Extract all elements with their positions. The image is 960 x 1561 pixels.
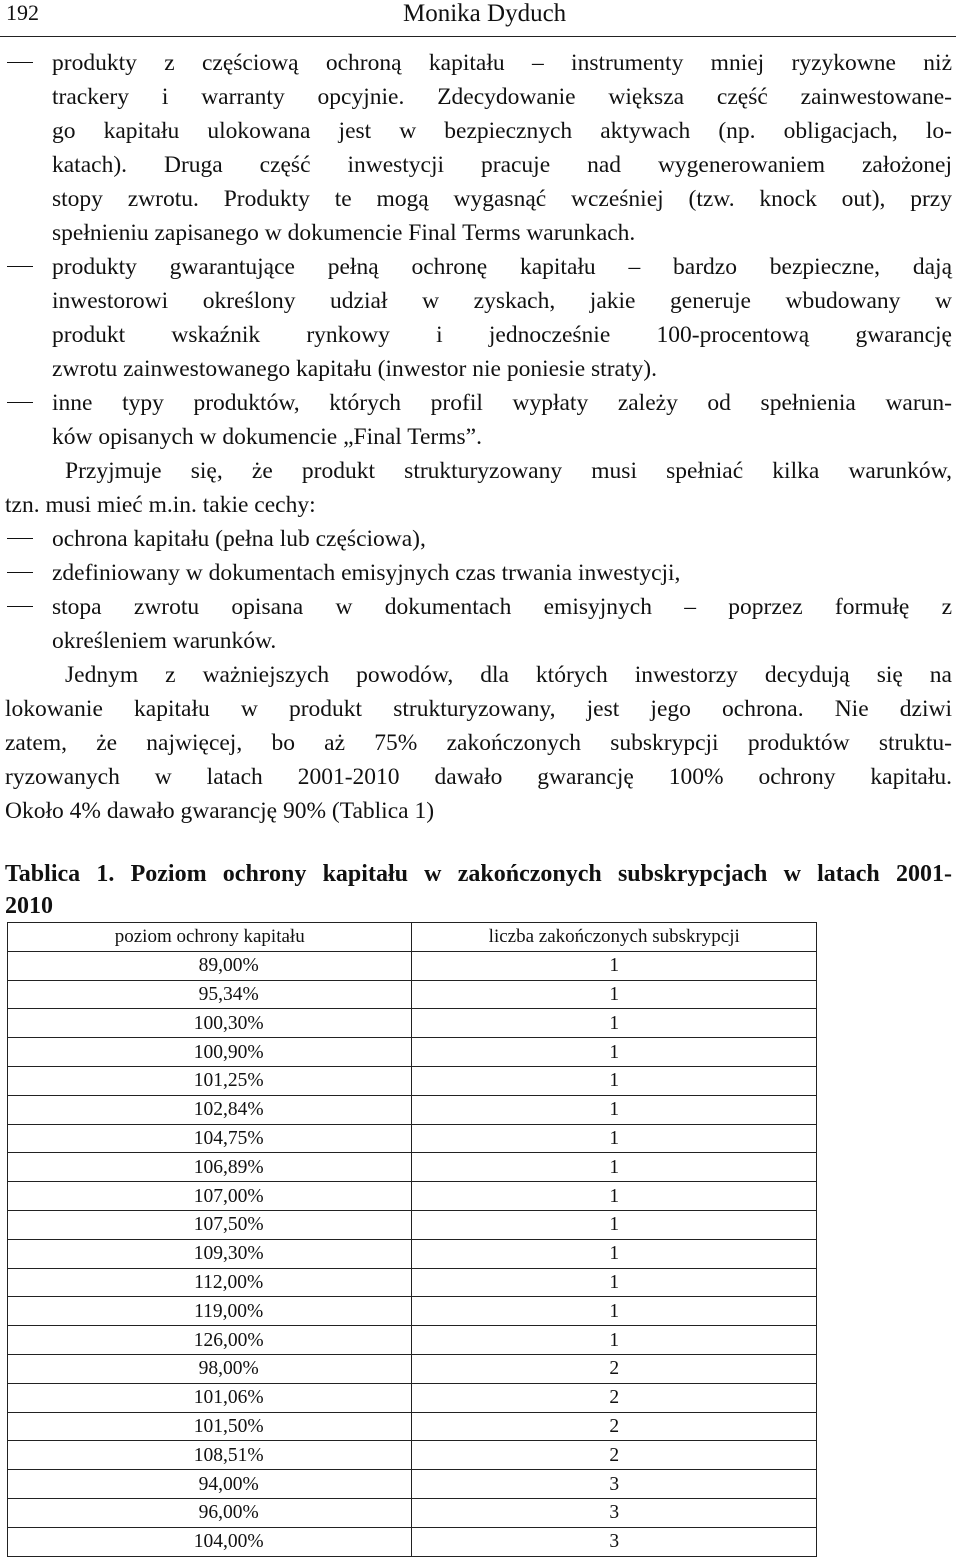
text-line (5, 658, 952, 692)
list-dash-marker (7, 266, 33, 267)
list-item-line (5, 250, 952, 284)
text-line (5, 114, 952, 148)
cell-protection-level: 112,00% (8, 1268, 412, 1297)
cell-subscription-count: 3 (412, 1498, 817, 1527)
cell-subscription-count: 1 (412, 1268, 817, 1297)
table-row (8, 1354, 817, 1383)
cell-protection-level: 119,00% (8, 1297, 412, 1326)
text-line (5, 148, 952, 182)
text-line-content: Przyjmuje się, że produkt strukturyzowany musi spełniać kilka warunków, (65, 458, 952, 484)
text-line-content: produkty z częściową ochroną kapitału – instrumenty mniej ryzykowne niż (52, 50, 952, 76)
text-line (5, 488, 952, 522)
cell-subscription-count: 1 (412, 1210, 817, 1239)
text-line (5, 318, 952, 352)
text-line-content: produkty gwarantujące pełną ochronę kapitału – bardzo bezpieczne, dają (52, 254, 952, 280)
text-line (5, 624, 952, 658)
text-line-content: katach). Druga część inwestycji pracuje nad wygenerowaniem założonej (52, 152, 952, 178)
text-line-content: produkt wskaźnik rynkowy i jednocześnie 100-procentową gwarancję (52, 322, 952, 348)
text-line-content: trackery i warranty opcyjnie. Zdecydowanie większa część zainwestowane- (52, 84, 952, 110)
text-line-content: zatem, że najwięcej, bo aż 75% zakończonych subskrypcji produktów struktu- (5, 730, 952, 756)
text-line (5, 760, 952, 794)
cell-protection-level: 104,00% (8, 1527, 412, 1556)
running-head-author: Monika Dyduch (403, 0, 567, 27)
text-line-content: ków opisanych w dokumencie „Final Terms”. (52, 424, 482, 450)
cell-protection-level: 94,00% (8, 1470, 412, 1499)
text-line (5, 182, 952, 216)
cell-protection-level: 104,75% (8, 1124, 412, 1153)
table-row (8, 980, 817, 1009)
cell-protection-level: 109,30% (8, 1239, 412, 1268)
list-dash-marker (7, 62, 33, 63)
text-line-content: spełnieniu zapisanego w dokumencie Final Terms warunkach. (52, 220, 636, 246)
table-caption (5, 858, 952, 922)
cell-subscription-count: 1 (412, 1182, 817, 1211)
cell-protection-level: 101,25% (8, 1066, 412, 1095)
table-row (8, 1498, 817, 1527)
cell-subscription-count: 1 (412, 1124, 817, 1153)
text-line (5, 284, 952, 318)
cell-subscription-count: 2 (412, 1383, 817, 1412)
cell-subscription-count: 1 (412, 1326, 817, 1355)
list-item-line (5, 590, 952, 624)
cell-protection-level: 101,06% (8, 1383, 412, 1412)
text-line-content: Jednym z ważniejszych powodów, dla których inwestorzy decydują się na (65, 662, 952, 688)
table-row (8, 1124, 817, 1153)
table-row (8, 1268, 817, 1297)
text-line (5, 726, 952, 760)
cell-subscription-count: 3 (412, 1470, 817, 1499)
table-row (8, 1066, 817, 1095)
list-item-line (5, 556, 952, 590)
list-dash-marker (7, 402, 33, 403)
column-header-subscription-count: liczba zakończonych subskrypcji (412, 923, 817, 952)
cell-protection-level: 98,00% (8, 1354, 412, 1383)
header-rule (0, 36, 956, 37)
table-row (8, 1095, 817, 1124)
text-line (5, 216, 952, 250)
cell-protection-level: 100,30% (8, 1009, 412, 1038)
cell-protection-level: 106,89% (8, 1153, 412, 1182)
text-line-content: ryzowanych w latach 2001-2010 dawało gwarancję 100% ochrony kapitału. (5, 764, 952, 790)
list-item-line (5, 46, 952, 80)
cell-subscription-count: 1 (412, 1239, 817, 1268)
text-line (5, 692, 952, 726)
table-row (8, 1441, 817, 1470)
table-row (8, 1412, 817, 1441)
cell-protection-level: 96,00% (8, 1498, 412, 1527)
table-caption-line: 2010 (5, 893, 53, 919)
table-row (8, 1038, 817, 1067)
text-line-content: inwestorowi określony udział w zyskach, jakie generuje wbudowany w (52, 288, 952, 314)
text-line-content: go kapitału ulokowana jest w bezpiecznych aktywach (np. obligacjach, lo- (52, 118, 952, 144)
cell-protection-level: 102,84% (8, 1095, 412, 1124)
cell-subscription-count: 1 (412, 1297, 817, 1326)
page-header (0, 0, 960, 36)
page-number: 192 (6, 0, 39, 25)
text-line-content: stopa zwrotu opisana w dokumentach emisyjnych – poprzez formułę z (52, 594, 952, 620)
text-line (5, 420, 952, 454)
table-row (8, 1470, 817, 1499)
list-item-line (5, 386, 952, 420)
text-line (5, 352, 952, 386)
cell-protection-level: 107,00% (8, 1182, 412, 1211)
text-line-content: ochrona kapitału (pełna lub częściowa), (52, 526, 426, 552)
list-item-line (5, 522, 952, 556)
cell-subscription-count: 1 (412, 1153, 817, 1182)
text-line (5, 794, 952, 828)
text-line (5, 454, 952, 488)
table-row (8, 951, 817, 980)
list-dash-marker (7, 572, 33, 573)
text-line (5, 80, 952, 114)
cell-subscription-count: 2 (412, 1354, 817, 1383)
text-line-content: inne typy produktów, których profil wypłaty zależy od spełnienia warun- (52, 390, 952, 416)
cell-subscription-count: 3 (412, 1527, 817, 1556)
cell-subscription-count: 1 (412, 951, 817, 980)
cell-subscription-count: 1 (412, 980, 817, 1009)
cell-subscription-count: 1 (412, 1009, 817, 1038)
cell-protection-level: 100,90% (8, 1038, 412, 1067)
table-caption-line: Tablica 1. Poziom ochrony kapitału w zakończonych subskrypcjach w latach 2001- (5, 861, 952, 887)
body-text (5, 46, 952, 828)
text-line-content: określeniem warunków. (52, 628, 277, 654)
cell-subscription-count: 2 (412, 1441, 817, 1470)
table-row (8, 1210, 817, 1239)
cell-protection-level: 108,51% (8, 1441, 412, 1470)
text-line-content: stopy zwrotu. Produkty te mogą wygasnąć wcześniej (tzw. knock out), przy (52, 186, 952, 212)
cell-subscription-count: 1 (412, 1095, 817, 1124)
text-line-content: Około 4% dawało gwarancję 90% (Tablica 1) (5, 798, 435, 824)
cell-protection-level: 101,50% (8, 1412, 412, 1441)
table-row (8, 1326, 817, 1355)
table-row (8, 1297, 817, 1326)
cell-subscription-count: 1 (412, 1066, 817, 1095)
table-row (8, 1239, 817, 1268)
column-header-protection-level: poziom ochrony kapitału (8, 923, 412, 952)
cell-protection-level: 107,50% (8, 1210, 412, 1239)
text-line-content: zdefiniowany w dokumentach emisyjnych czas trwania inwestycji, (52, 560, 681, 586)
table-row (8, 1153, 817, 1182)
table-row (8, 1182, 817, 1211)
text-line-content: zwrotu zainwestowanego kapitału (inwestor nie poniesie straty). (52, 356, 657, 382)
cell-protection-level: 126,00% (8, 1326, 412, 1355)
cell-subscription-count: 1 (412, 1038, 817, 1067)
text-line-content: tzn. musi mieć m.in. takie cechy: (5, 492, 316, 518)
table-row (8, 1527, 817, 1556)
cell-protection-level: 89,00% (8, 951, 412, 980)
list-dash-marker (7, 606, 33, 607)
cell-protection-level: 95,34% (8, 980, 412, 1009)
table-header-row (8, 923, 817, 952)
list-dash-marker (7, 538, 33, 539)
text-line-content: lokowanie kapitału w produkt strukturyzowany, jest jego ochrona. Nie dziwi (5, 696, 952, 722)
table-row (8, 1383, 817, 1412)
table-row (8, 1009, 817, 1038)
protection-level-table (7, 922, 817, 1557)
cell-subscription-count: 2 (412, 1412, 817, 1441)
